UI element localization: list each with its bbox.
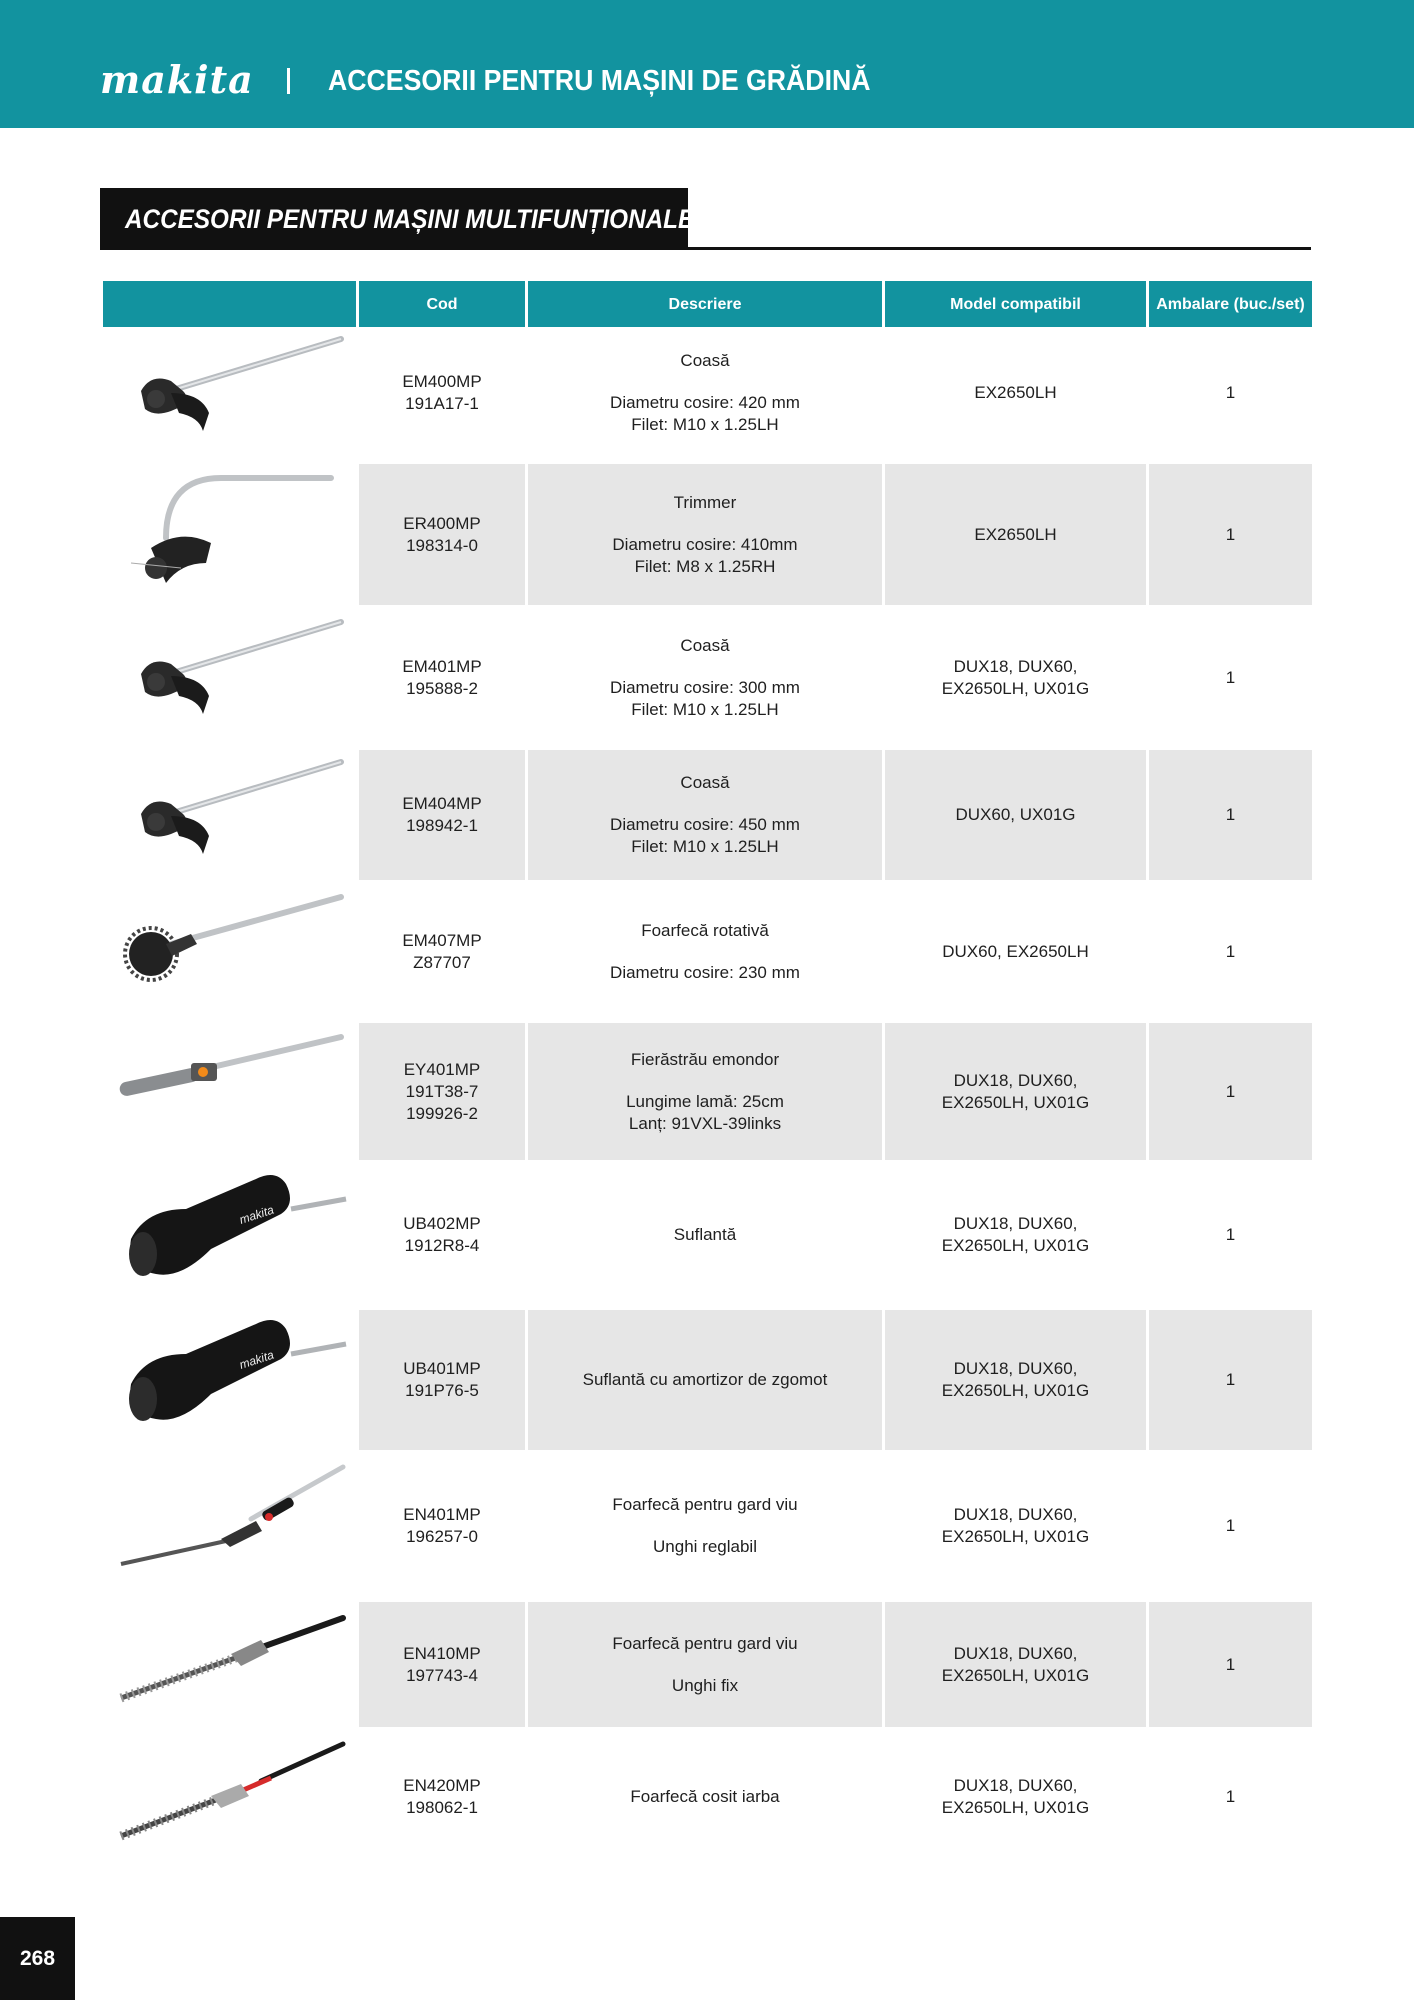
description-title: Coasă [680, 773, 730, 792]
code-line: 191A17-1 [405, 394, 479, 413]
makita-logo: makita [100, 57, 254, 102]
compatible-models [885, 610, 1146, 745]
model-line: DUX18, DUX60, [953, 1214, 1078, 1233]
code-line: 198062-1 [406, 1797, 478, 1817]
table-row [103, 1455, 1312, 1597]
description-title: Coasă [680, 351, 730, 370]
model-line: EX2650LH, UX01G [941, 1527, 1090, 1546]
code-line: EY401MP [403, 1059, 481, 1079]
code-line: 1912R8-4 [404, 1236, 480, 1255]
product-code [359, 610, 525, 745]
header-code: Cod [359, 281, 525, 327]
table-row [103, 750, 1312, 880]
code-line: EN401MP [403, 1505, 481, 1524]
product-description [528, 610, 882, 745]
table-row [103, 1165, 1312, 1305]
description-detail: Filet: M10 x 1.25LH [631, 699, 779, 719]
model-line: EX2650LH, UX01G [941, 1797, 1090, 1817]
product-description [528, 750, 882, 880]
table-row [103, 610, 1312, 745]
description-detail: Diametru cosire: 230 mm [610, 962, 800, 982]
header-packaging: Ambalare (buc./set) [1149, 281, 1312, 327]
description-title: Trimmer [673, 492, 737, 512]
description-detail: Filet: M10 x 1.25LH [631, 837, 779, 856]
header-image-column [103, 281, 356, 327]
packaging-quantity: 1 [1225, 941, 1236, 961]
product-description [528, 1455, 882, 1597]
model-line: DUX18, DUX60, [953, 1359, 1078, 1378]
description-detail: Filet: M10 x 1.25LH [631, 415, 779, 434]
table-row [103, 1310, 1312, 1450]
description-detail: Lungime lamă: 25cm [626, 1091, 784, 1111]
product-code [359, 464, 525, 605]
product-image-foarfeca-rotativa [103, 885, 356, 1018]
model-line: EX2650LH, UX01G [941, 678, 1090, 698]
model-line: EX2650LH, UX01G [941, 1092, 1090, 1112]
svg-text:makita: makita [237, 1347, 276, 1372]
description-title: Suflantă [673, 1225, 737, 1244]
code-line: 198314-0 [406, 535, 478, 555]
table-header [103, 281, 1312, 327]
code-line: 197743-4 [406, 1665, 478, 1685]
model-line: DUX18, DUX60, [953, 1505, 1078, 1524]
table-row [103, 327, 1312, 459]
compatible-models [885, 1310, 1146, 1450]
code-line: ER400MP [403, 513, 481, 533]
packaging-quantity: 1 [1149, 1310, 1312, 1450]
product-image-coasa [103, 610, 356, 745]
product-code [359, 1732, 525, 1861]
product-description [528, 1165, 882, 1305]
product-description [528, 1310, 882, 1450]
header-bar [0, 0, 1414, 128]
code-line: EM404MP [402, 794, 482, 813]
product-description [528, 1732, 882, 1861]
packaging-quantity: 1 [1149, 464, 1312, 605]
product-image-foarfeca-gard-fix [103, 1602, 356, 1727]
description-detail: Diametru cosire: 420 mm [610, 393, 800, 412]
packaging-quantity: 1 [1225, 1225, 1236, 1244]
model-line: EX2650LH [974, 524, 1057, 544]
code-line: UB402MP [403, 1214, 481, 1233]
section-banner [100, 188, 695, 250]
model-line: EX2650LH, UX01G [941, 1381, 1090, 1400]
product-code [359, 1310, 525, 1450]
product-description [528, 1602, 882, 1727]
table-row [103, 1602, 1312, 1727]
product-code [359, 327, 525, 459]
description-title: Foarfecă pentru gard viu [612, 1633, 798, 1653]
compatible-models [885, 1165, 1146, 1305]
packaging-quantity: 1 [1225, 667, 1236, 687]
product-description [528, 464, 882, 605]
code-line: 198942-1 [406, 816, 478, 835]
description-title: Foarfecă cosit iarba [630, 1786, 780, 1806]
section-divider [100, 247, 1311, 250]
packaging-quantity: 1 [1149, 1023, 1312, 1160]
product-image-trimmer [103, 464, 356, 605]
compatible-models [885, 885, 1146, 1018]
product-image-coasa [103, 327, 356, 459]
product-image-fierastrau [103, 1023, 356, 1160]
compatible-models [885, 464, 1146, 605]
section-title: ACCESORII PENTRU MAȘINI MULTIFUNȚIONALE [125, 204, 695, 234]
compatible-models [885, 1023, 1146, 1160]
product-code [359, 1602, 525, 1727]
code-line: 191P76-5 [405, 1381, 479, 1400]
product-description [528, 1023, 882, 1160]
model-line: DUX18, DUX60, [953, 1070, 1078, 1090]
code-line: 196257-0 [406, 1527, 478, 1546]
product-image-foarfeca-iarba [103, 1732, 356, 1861]
code-line: 191T38-7 [405, 1081, 479, 1101]
description-title: Coasă [680, 635, 730, 655]
description-detail: Unghi fix [671, 1675, 739, 1695]
product-code [359, 1023, 525, 1160]
table-row [103, 1732, 1312, 1861]
code-line: EN410MP [403, 1643, 481, 1663]
compatible-models [885, 327, 1146, 459]
product-description [528, 885, 882, 1018]
model-line: DUX18, DUX60, [953, 1775, 1078, 1795]
model-line: EX2650LH [974, 383, 1057, 402]
compatible-models [885, 1602, 1146, 1727]
table-row [103, 1023, 1312, 1160]
description-title: Fierăstrău emondor [630, 1049, 780, 1069]
product-code [359, 1455, 525, 1597]
code-line: EN420MP [403, 1775, 481, 1795]
description-detail: Diametru cosire: 410mm [612, 534, 798, 554]
header-description: Descriere [528, 281, 882, 327]
code-line: Z87707 [413, 952, 471, 972]
page-title: ACCESORII PENTRU MAȘINI DE GRĂDINĂ [328, 65, 871, 97]
table-body [103, 327, 1312, 1861]
model-line: DUX60, UX01G [955, 805, 1076, 824]
compatible-models [885, 750, 1146, 880]
packaging-quantity: 1 [1225, 1786, 1236, 1806]
description-title: Suflantă cu amortizor de zgomot [582, 1370, 828, 1389]
packaging-quantity: 1 [1149, 750, 1312, 880]
code-line: EM407MP [402, 930, 482, 950]
code-line: UB401MP [403, 1359, 481, 1378]
model-line: DUX18, DUX60, [953, 1643, 1078, 1663]
compatible-models [885, 1732, 1146, 1861]
header-divider [287, 68, 290, 94]
product-image-coasa [103, 750, 356, 880]
svg-text:makita: makita [237, 1202, 276, 1227]
description-title: Foarfecă pentru gard viu [612, 1495, 798, 1514]
description-detail: Diametru cosire: 300 mm [610, 677, 800, 697]
code-line: 195888-2 [406, 678, 478, 698]
description-detail: Filet: M8 x 1.25RH [634, 556, 776, 576]
code-line: 199926-2 [406, 1103, 478, 1123]
model-line: EX2650LH, UX01G [941, 1236, 1090, 1255]
code-line: EM401MP [402, 656, 482, 676]
packaging-quantity: 1 [1149, 1602, 1312, 1727]
description-detail: Lanț: 91VXL-39links [628, 1113, 782, 1133]
table-row [103, 885, 1312, 1018]
model-line: EX2650LH, UX01G [941, 1665, 1090, 1685]
description-detail: Unghi reglabil [653, 1537, 757, 1556]
product-description [528, 327, 882, 459]
page-number: 268 [0, 1917, 75, 2000]
packaging-quantity: 1 [1225, 383, 1236, 402]
compatible-models [885, 1455, 1146, 1597]
product-image-suflanta [103, 1310, 356, 1450]
model-line: DUX18, DUX60, [953, 656, 1078, 676]
product-image-suflanta [103, 1165, 356, 1305]
packaging-quantity: 1 [1225, 1516, 1236, 1535]
description-detail: Diametru cosire: 450 mm [610, 815, 800, 834]
description-title: Foarfecă rotativă [641, 920, 769, 940]
product-code [359, 885, 525, 1018]
product-code [359, 1165, 525, 1305]
product-image-foarfeca-gard-reglabil [103, 1455, 356, 1597]
accessories-table [103, 281, 1312, 1861]
table-row [103, 464, 1312, 605]
code-line: EM400MP [402, 372, 482, 391]
product-code [359, 750, 525, 880]
model-line: DUX60, EX2650LH [942, 941, 1089, 961]
header-compatible-model: Model compatibil [885, 281, 1146, 327]
